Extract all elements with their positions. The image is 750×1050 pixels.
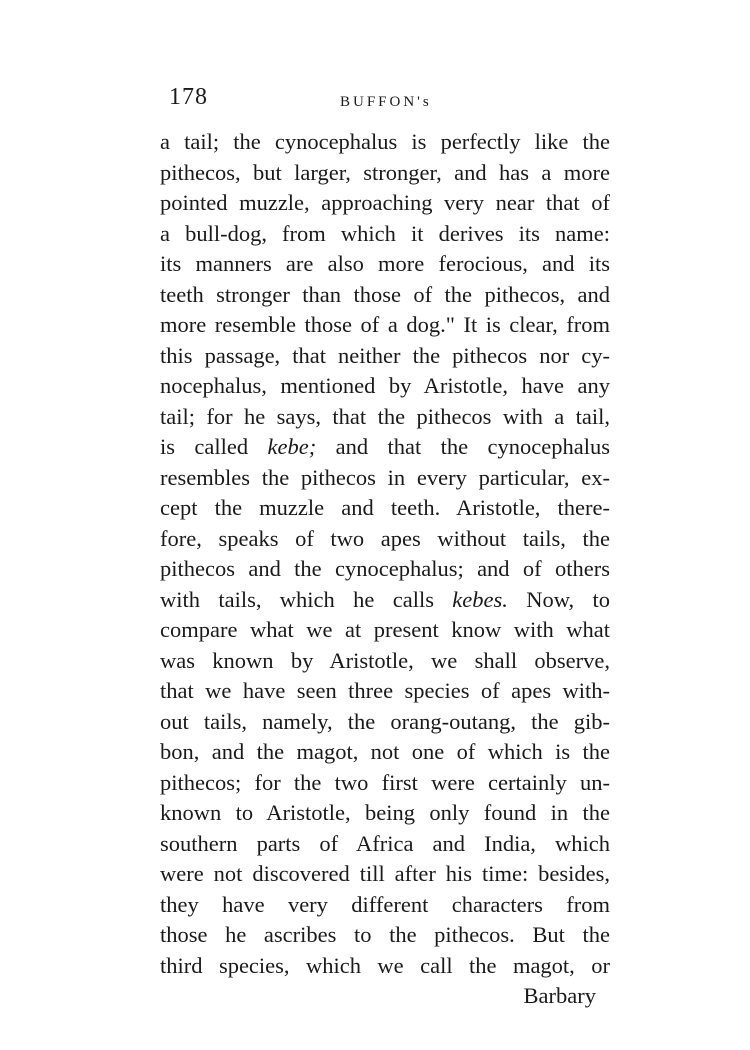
text-line: more resemble those of a dog." It is clear, from	[160, 312, 610, 337]
italic-term: kebe;	[267, 434, 317, 459]
catchword: Barbary	[523, 983, 596, 1008]
text-segment: Now, to	[526, 586, 610, 612]
text-line: they have very different characters from	[160, 891, 610, 917]
text-line: were not discovered till after his time: besides,	[160, 861, 610, 886]
text-line: a bull-dog, from which it derives its name:	[160, 220, 610, 246]
text-line: those he ascribes to the pithecos. But the	[160, 922, 610, 947]
text-line: pithecos and the cynocephalus; and of others	[160, 556, 610, 581]
text-segment: and that the cynocephalus	[335, 434, 610, 459]
text-line: fore, speaks of two apes without tails, the	[160, 525, 610, 551]
text-line: nocephalus, mentioned by Aristotle, have any	[160, 373, 610, 398]
text-line: pithecos, but larger, stronger, and has a more	[160, 159, 610, 185]
text-line: pithecos; for the two first were certainly un-	[160, 769, 610, 795]
page-number: 178	[169, 84, 208, 110]
italic-term: kebes.	[452, 586, 508, 612]
text-line: pointed muzzle, approaching very near that of	[160, 190, 610, 215]
text-line: compare what we at present know with what	[160, 617, 610, 642]
text-line: teeth stronger than those of the pithecos, and	[160, 281, 610, 307]
text-line: third species, which we call the magot, or	[160, 952, 610, 978]
text-line: cept the muzzle and teeth. Aristotle, there-	[160, 495, 610, 520]
text-segment: with tails, which he calls	[160, 586, 434, 612]
text-line: this passage, that neither the pithecos nor cy-	[160, 342, 610, 368]
text-line	[160, 432, 610, 463]
text-line	[160, 585, 610, 616]
text-line: its manners are also more ferocious, and its	[160, 251, 610, 276]
text-line: resembles the pithecos in every particular, ex-	[160, 464, 610, 490]
text-line: bon, and the magot, not one of which is the	[160, 739, 610, 764]
running-head: BUFFON's	[340, 94, 432, 110]
page-header	[165, 84, 625, 124]
text-line: tail; for he says, that the pithecos with a tail,	[160, 403, 610, 429]
text-line: that we have seen three species of apes with-	[160, 678, 610, 703]
text-line: a tail; the cynocephalus is perfectly like the	[160, 129, 610, 154]
text-line: southern parts of Africa and India, which	[160, 830, 610, 856]
text-line: out tails, namely, the orang-outang, the gib-	[160, 708, 610, 734]
text-line: known to Aristotle, being only found in the	[160, 800, 610, 825]
text-segment: is called	[160, 434, 249, 459]
text-line: was known by Aristotle, we shall observe,	[160, 647, 610, 673]
body-text	[160, 127, 610, 1012]
